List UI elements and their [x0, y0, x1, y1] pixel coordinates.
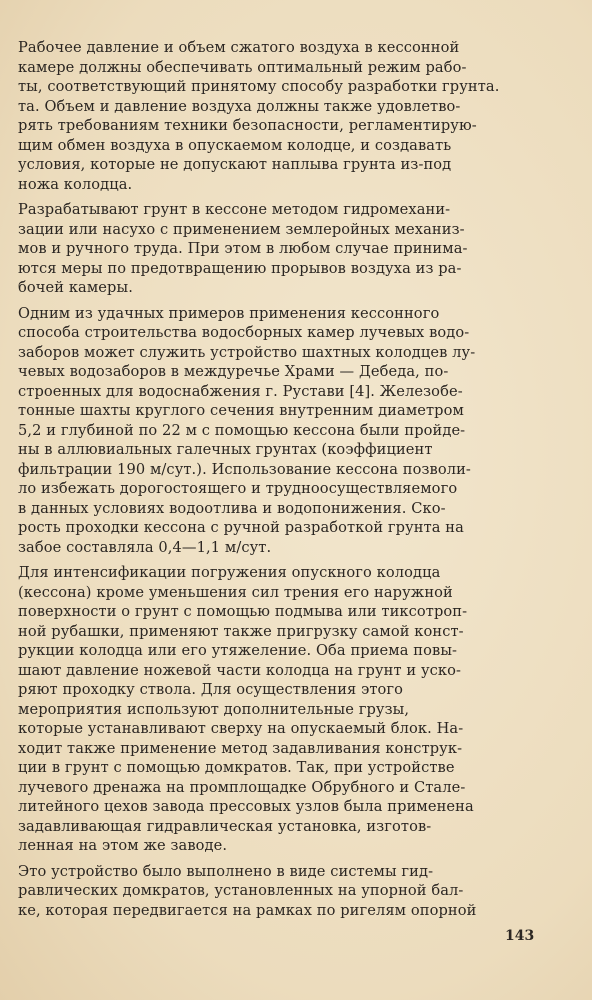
- paragraph-1: Рабочее давление и объем сжатого воздуха в кессонной камере должны обеспечивать оптимальный режим рабо- ты, соответствующий принятому способу разработки грунта. та. Объем и давление воздуха должны также удовлетво- рять требованиям техники безопасности, регламентирую- щим обмен воздуха в опускаемом колодце, и создавать условия, которые не допускают наплыва грунта из-под ножа колодца.: [18, 39, 500, 193]
- body-text: [18, 38, 542, 928]
- paragraph-4: Для интенсификации погружения опускного колодца (кессона) кроме уменьшения сил трения его наружной поверхности о грунт с помощью подмыва или тиксотроп- ной рубашки, применяют также пригрузку самой конст- рукции колодца или его утяжеление. Оба приема повы- шают давление ножевой части колодца на грунт и уско- ряют проходку ствола. Для осуществления этого мероприятия используют дополнительные грузы, которые устанавливают сверху на опускаемый блок. На- ходит также применение метод задавливания конструк- ции в грунт с помощью домкратов. Так, при устройстве лучевого дренажа на промплощадке Обрубного и Стале- литейного цехов завода прессовых узлов была применена задавливающая гидравлическая установка, изготов- ленная на этом же заводе.: [18, 564, 474, 854]
- paragraph-3: Одним из удачных примеров применения кессонного способа строительства водосборных камер лучевых водо- заборов может служить устройство шахтных колодцев лу- чевых водозаборов в междуречье Храми — Дебеда, по- строенных для водоснабжения г. Рустави [4]. Железобе- тонные шахты круглого сечения внутренним диаметром 5,2 и глубиной по 22 м с помощью кессона были пройде- ны в аллювиальных галечных грунтах (коэффициент фильтрации 190 м/сут.). Использование кессона позволи- ло избежать дорогостоящего и трудноосуществляемого в данных условиях водоотлива и водопонижения. Ско- рость проходки кессона с ручной разработкой грунта на забое составляла 0,4—1,1 м/сут.: [18, 304, 476, 556]
- page-number: 143: [505, 928, 535, 944]
- paragraph-5: Это устройство было выполнено в виде системы гид- равлических домкратов, установленных на упорной бал- ке, которая передвигается на рамках по ригелям опорной: [18, 862, 477, 919]
- paragraph-2: Разрабатывают грунт в кессоне методом гидромехани- зации или насухо с применением землеройных механиз- мов и ручного труда. При этом в любом случае принима- ются меры по предотвращению прорывов воздуха из ра- бочей камеры.: [18, 201, 468, 296]
